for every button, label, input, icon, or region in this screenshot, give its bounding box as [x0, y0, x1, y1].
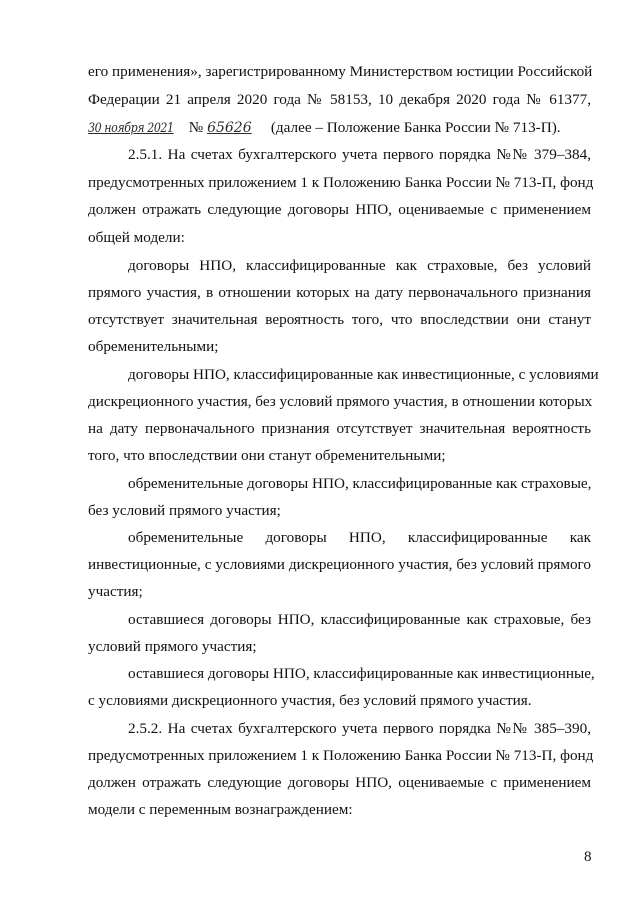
list-item-4-line-1: обременительные договоры НПО, классифицированные как — [128, 529, 591, 546]
list-item-1-line-3: отсутствует значительная вероятность того, что впоследствии они станут — [88, 311, 591, 328]
paragraph-2-5-1-line-3: должен отражать следующие договоры НПО, оцениваемые с применением — [88, 201, 591, 218]
list-item-5-line-2: условий прямого участия; — [88, 638, 257, 655]
list-item-6-line-2: с условиями дискреционного участия, без условий прямого участия. — [88, 692, 532, 709]
text-line-3-rest: (далее – Положение Банка России № 713-П). — [267, 119, 561, 136]
list-item-2-line-1: договоры НПО, классифицированные как инвестиционные, с условиями — [128, 366, 599, 383]
paragraph-2-5-2-line-3: должен отражать следующие договоры НПО, оцениваемые с применением — [88, 774, 591, 791]
text-line-2: Федерации 21 апреля 2020 года № 58153, 10 декабря 2020 года № 61377, — [88, 91, 591, 108]
handwritten-registration-number: 65626 — [207, 120, 252, 136]
list-item-3-line-2: без условий прямого участия; — [88, 502, 281, 519]
list-item-4-line-3: участия; — [88, 583, 143, 600]
paragraph-2-5-1-line-1: 2.5.1. На счетах бухгалтерского учета первого порядка №№ 379–384, — [128, 146, 591, 163]
page-number: 8 — [584, 849, 592, 865]
list-item-2-line-4: того, что впоследствии они станут обременительными; — [88, 447, 446, 464]
list-item-4-line-2: инвестиционные, с условиями дискреционного участия, без условий прямого — [88, 556, 591, 573]
text-line-3 — [88, 118, 591, 138]
handwritten-registration-date: 30 ноября 2021 — [88, 121, 174, 136]
text-line-1: его применения», зарегистрированному Министерством юстиции Российской — [88, 63, 593, 80]
list-item-1-line-1: договоры НПО, классифицированные как страховые, без условий — [128, 257, 591, 274]
number-sign: № — [188, 119, 204, 136]
list-item-2-line-3: на дату первоначального признания отсутствует значительная вероятность — [88, 420, 591, 437]
list-item-2-line-2: дискреционного участия, без условий прямого участия, в отношении которых — [88, 393, 593, 410]
paragraph-2-5-2-line-1: 2.5.2. На счетах бухгалтерского учета первого порядка №№ 385–390, — [128, 720, 591, 737]
paragraph-2-5-2-line-4: модели с переменным вознаграждением: — [88, 801, 353, 818]
list-item-3-line-1: обременительные договоры НПО, классифицированные как страховые, — [128, 475, 592, 492]
list-item-1-line-4: обременительными; — [88, 338, 219, 355]
paragraph-2-5-1-line-4: общей модели: — [88, 229, 185, 246]
paragraph-2-5-2-line-2: предусмотренных приложением 1 к Положению Банка России № 713-П, фонд — [88, 747, 594, 764]
list-item-1-line-2: прямого участия, в отношении которых на дату первоначального признания — [88, 284, 591, 301]
list-item-6-line-1: оставшиеся договоры НПО, классифицированные как инвестиционные, — [128, 665, 595, 682]
list-item-5-line-1: оставшиеся договоры НПО, классифицированные как страховые, без — [128, 611, 591, 628]
paragraph-2-5-1-line-2: предусмотренных приложением 1 к Положению Банка России № 713-П, фонд — [88, 174, 594, 191]
